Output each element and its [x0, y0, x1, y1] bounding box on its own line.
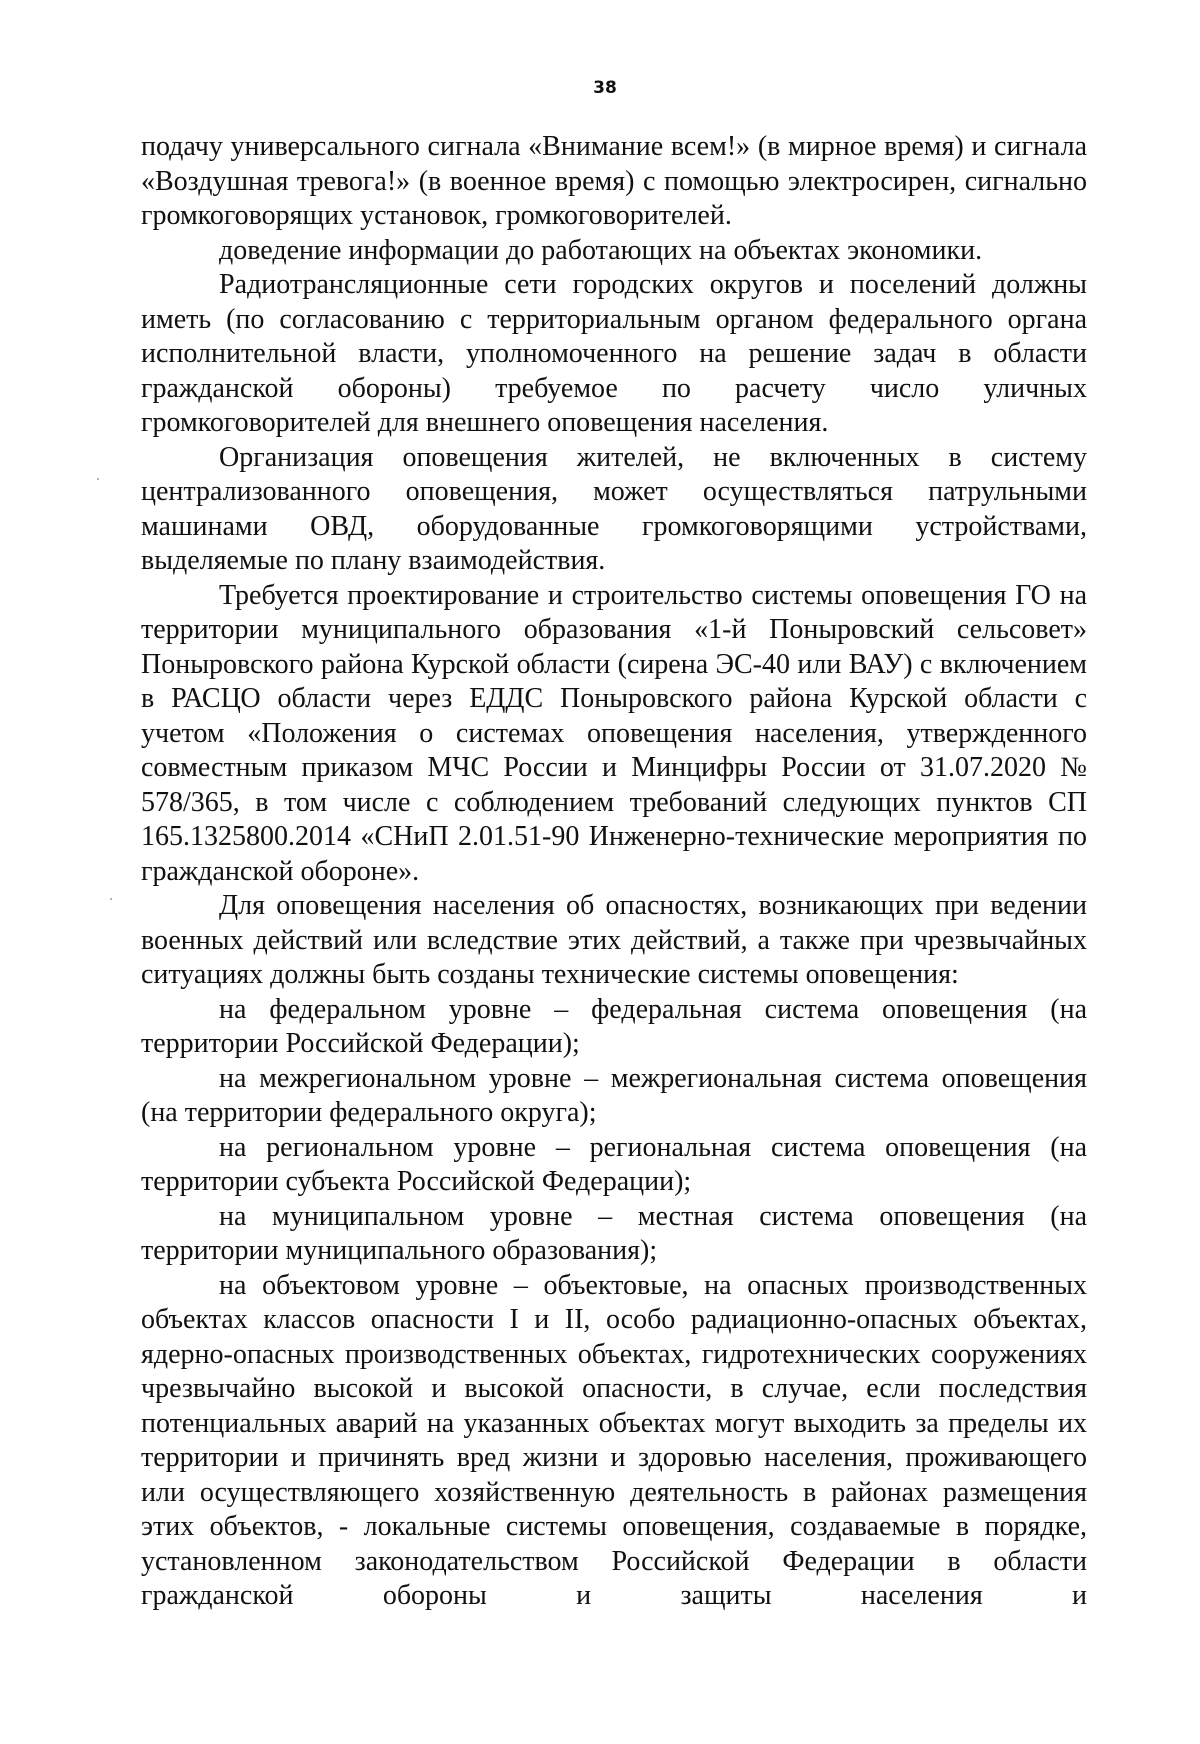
paragraph-technical-systems: Для оповещения населения об опасностях, возникающих при ведении военных действий или вследствие этих действий, а также при чрезвычайных ситуациях должны быть созданы технические системы оповещения: [141, 890, 1087, 990]
paragraph-radio-networks: Радиотрансляционные сети городских округов и поселений должны иметь (по согласованию с территориальным органом федерального органа исполнительной власти, уполномоченного на решение задач в области гражданской обороны) требуемое по расчету число уличных громкоговорителей для внешнего оповещения населения. [141, 269, 1087, 438]
scan-artifact [97, 478, 99, 480]
paragraph-signal-continuation: подачу универсального сигнала «Внимание всем!» (в мирное время) и сигнала «Воздушная тревога!» (в военное время) с помощью электросирен, сигнально громкоговорящих установок, громкоговорителей. [141, 131, 1087, 231]
list-item-federal-level: на федеральном уровне – федеральная система оповещения (на территории Российской Федерации); [141, 993, 1087, 1059]
list-item-object-level: на объектовом уровне – объектовые, на опасных производственных объектах классов опасности I и II, особо радиационно-опасных объектах, ядерно-опасных производственных объектах, гидротехнических сооружениях чрезвычайно высокой и высокой опасности, в случае, если последствия потенциальных аварий на указанных объектах могут выходить за пределы их территории и причинять вред жизни и здоровью населения, проживающего или осуществляющего хозяйственную деятельность в районах размещения этих объектов, - локальные системы оповещения, создаваемые в порядке, установленном законодательством Российской Федерации в области гражданской обороны и защиты населения и [141, 1269, 1087, 1611]
page-number: 38 [593, 78, 617, 98]
paragraph-patrol-notification: Организация оповещения жителей, не включенных в систему централизованного оповещения, может осуществляться патрульными машинами ОВД, оборудованные громкоговорящими устройствами, выделяемые по плану взаимодействия. [141, 441, 1087, 576]
scan-artifact [110, 898, 112, 900]
list-item-regional-level: на региональном уровне – региональная система оповещения (на территории субъекта Российской Федерации); [141, 1131, 1087, 1197]
document-body [141, 130, 1087, 1614]
list-item-interregional-level: на межрегиональном уровне – межрегиональная система оповещения (на территории федерального округа); [141, 1062, 1087, 1128]
paragraph-information-delivery: доведение информации до работающих на объектах экономики. [219, 234, 983, 266]
paragraph-system-design: Требуется проектирование и строительство системы оповещения ГО на территории муниципального образования «1-й Поныровский сельсовет» Поныровского района Курской области (сирена ЭС-40 или ВАУ) с включением в РАСЦО области через ЕДДС Поныровского района Курской области с учетом «Положения о системах оповещения населения, утвержденного совместным приказом МЧС России и Минцифры России от 31.07.2020 № 578/365, в том числе с соблюдением требований следующих пунктов СП 165.1325800.2014 «СНиП 2.01.51-90 Инженерно-технические мероприятия по гражданской обороне». [141, 579, 1087, 887]
list-item-municipal-level: на муниципальном уровне – местная система оповещения (на территории муниципального образования); [141, 1200, 1087, 1266]
